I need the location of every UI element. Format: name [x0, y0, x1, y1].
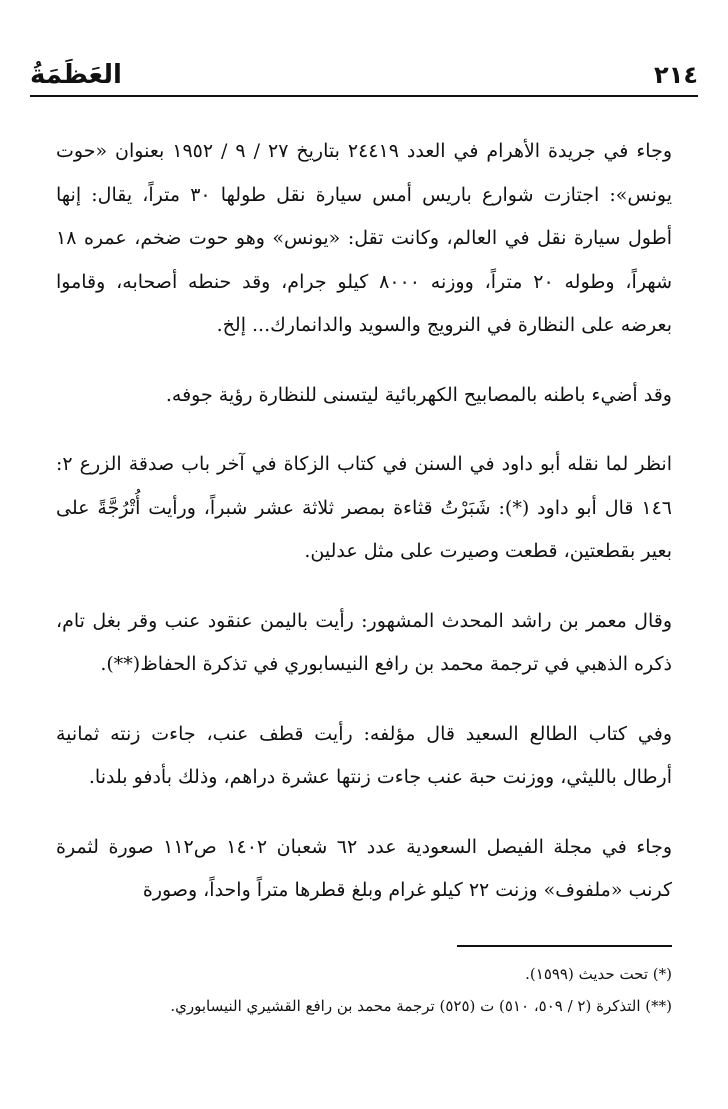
footnote: (**) التذكرة (٢ / ٥٠٩، ٥١٠) ت (٥٢٥) ترجمة محمد بن رافع القشيري النيسابوري.: [170, 997, 672, 1015]
page-header: [30, 58, 698, 98]
paragraph-gap: [56, 687, 672, 713]
paragraph: وجاء في جريدة الأهرام في العدد ٢٤٤١٩ بتاريخ ٢٧ / ٩ / ١٩٥٢ بعنوان «حوت يونس»: اجتازت شوارع باريس أمس سيارة نقل طولها ٣٠ متراً، يقال: إنها أطول سيارة نقل في العالم، وكانت تقل: «يونس» وهو حوت ضخم، عمره ١٨ شهراً، وطوله ٢٠ متراً، ووزنه ٨٠٠٠ كيلو جرام، وقد حنطه أصحابه، وقاموا بعرضه على النظارة في النرويج والسويد والدانمارك... إلخ.: [56, 140, 672, 336]
paragraph-gap: [56, 417, 672, 443]
footnotes: [56, 958, 672, 1022]
body-text: [56, 130, 672, 913]
paragraph: وقال معمر بن راشد المحدث المشهور: رأيت باليمن عنقود عنب وقر بغل تام، ذكره الذهبي في ترجمة محمد بن رافع النيسابوري في تذكرة الحفاظ(**).: [56, 609, 672, 675]
header-divider: [30, 95, 698, 97]
paragraph: وجاء في مجلة الفيصل السعودية عدد ٦٢ شعبان ١٤٠٢ ص١١٢ صورة لثمرة كرنب «ملفوف» وزنت ٢٢ كيلو غرام وبلغ قطرها متراً واحداً، وصورة: [56, 835, 673, 901]
paragraph-gap: [56, 800, 672, 826]
paragraph: وفي كتاب الطالع السعيد قال مؤلفه: رأيت قطف عنب، جاءت زنته ثمانية أرطال بالليثي، ووزنت حبة عنب جاءت زنتها عشرة دراهم، وذلك بأدفو بلدنا.: [56, 722, 672, 788]
page-number: ٢١٤: [654, 61, 698, 89]
paragraph: انظر لما نقله أبو داود في السنن في كتاب الزكاة في آخر باب صدقة الزرع ٢: ١٤٦ قال أبو داود (*): شَبَرْتُ قثاءة بمصر ثلاثة عشر شبراً، ورأيت أُتْرُجَّةً على بعير بقطعتين، قطعت وصيرت على مثل عدلين.: [56, 453, 672, 562]
book-title: العَظَمَةُ: [30, 60, 122, 90]
footnote: (*) تحت حديث (١٥٩٩).: [525, 965, 672, 983]
paragraph: وقد أضيء باطنه بالمصابيح الكهربائية ليتسنى للنظارة رؤية جوفه.: [165, 383, 672, 406]
paragraph-gap: [56, 348, 672, 374]
paragraph-gap: [56, 574, 672, 600]
footnote-divider: [457, 945, 672, 947]
